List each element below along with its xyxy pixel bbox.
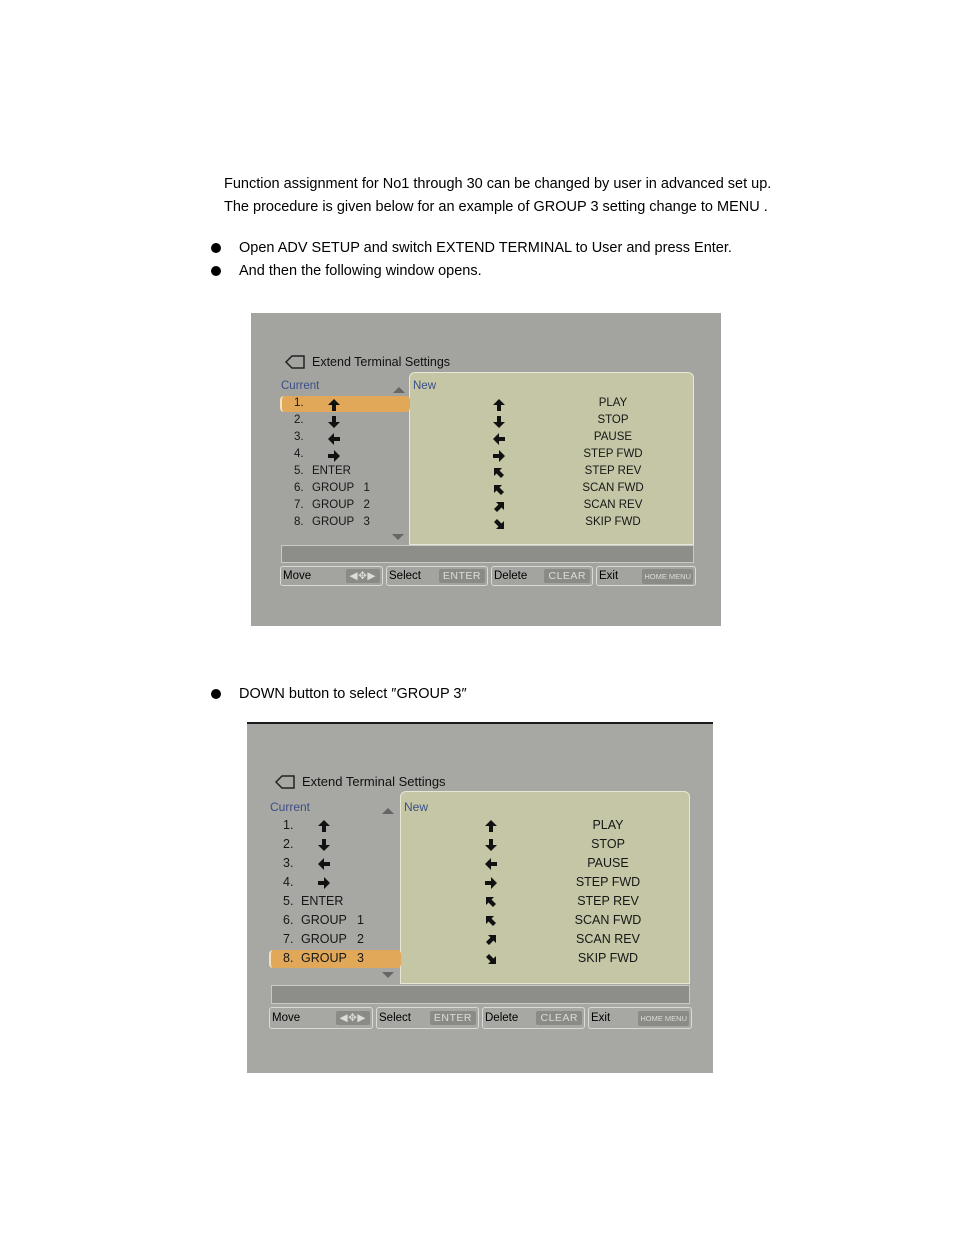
delete-label: Delete: [494, 570, 528, 582]
arrow-down-icon: [328, 416, 340, 431]
select-label: Select: [389, 570, 421, 582]
list-item[interactable]: [251, 414, 721, 431]
current-item-number: 1.: [294, 397, 304, 409]
delete-label: Delete: [485, 1012, 519, 1024]
new-item-label: PAUSE: [587, 856, 629, 870]
window-title-text: Extend Terminal Settings: [312, 355, 451, 369]
arrow-up-right-icon: [493, 501, 505, 516]
arrow-up-left-icon: [493, 467, 505, 482]
screenshot-group3-selected: [247, 722, 713, 1073]
new-column-label: New: [404, 800, 429, 814]
button-bar: [269, 1007, 692, 1029]
current-item-text: GROUP 1: [312, 482, 370, 494]
arrow-left-icon: [485, 858, 497, 873]
arrow-left-icon: [493, 433, 505, 448]
list-item[interactable]: [247, 951, 713, 970]
new-item-label: STEP REV: [577, 894, 639, 908]
exit-label: Exit: [599, 570, 619, 582]
home-menu-key: HOME MENU: [642, 569, 693, 584]
current-item-number: 6.: [283, 913, 294, 927]
arrow-left-icon: [318, 858, 330, 873]
arrow-down-icon: [485, 839, 497, 854]
enter-key: ENTER: [430, 1011, 476, 1025]
current-item-number: 2.: [294, 414, 304, 426]
new-item-label: STEP FWD: [583, 448, 643, 460]
current-item-number: 7.: [283, 932, 294, 946]
arrow-right-icon: [318, 877, 330, 892]
list-item[interactable]: [247, 856, 713, 875]
move-button[interactable]: [269, 1007, 373, 1029]
delete-button[interactable]: [482, 1007, 585, 1029]
current-item-text: GROUP 3: [312, 516, 370, 528]
current-item-number: 8.: [294, 516, 304, 528]
arrow-right-icon: [485, 877, 497, 892]
clear-key: CLEAR: [536, 1011, 582, 1025]
arrow-right-icon: [328, 450, 340, 465]
current-item-number: 5.: [294, 465, 304, 477]
list-item[interactable]: [247, 894, 713, 913]
move-button[interactable]: [280, 566, 383, 586]
screenshot-initial-window: [251, 313, 721, 626]
new-item-label: STOP: [597, 414, 629, 426]
list-item[interactable]: [251, 465, 721, 482]
current-item-number: 5.: [283, 894, 294, 908]
move-label: Move: [272, 1012, 301, 1024]
scroll-up-icon[interactable]: [381, 807, 395, 815]
select-button[interactable]: [376, 1007, 479, 1029]
arrow-up-right-icon: [485, 934, 497, 949]
list-item[interactable]: [251, 431, 721, 448]
settings-tag-icon: [274, 775, 296, 789]
bullet-text: DOWN button to select ″GROUP 3″: [239, 686, 467, 702]
current-item-number: 3.: [294, 431, 304, 443]
current-item-number: 7.: [294, 499, 304, 511]
arrow-up-icon: [318, 820, 330, 835]
current-item-number: 1.: [283, 818, 294, 832]
new-item-label: PLAY: [598, 397, 628, 409]
current-item-text: GROUP 2: [301, 932, 364, 946]
current-item-number: 4.: [283, 875, 294, 889]
bullet-dot-icon: [211, 243, 221, 253]
arrow-up-icon: [485, 820, 497, 835]
select-button[interactable]: [386, 566, 488, 586]
arrow-left-icon: [328, 433, 340, 448]
new-item-label: PLAY: [592, 818, 624, 832]
window-title: [284, 355, 450, 369]
enter-key: ENTER: [439, 569, 485, 583]
bullet-down-button: [211, 686, 467, 702]
current-item-number: 4.: [294, 448, 304, 460]
bullet-dot-icon: [211, 266, 221, 276]
move-label: Move: [283, 570, 312, 582]
move-arrows-icon: ◀✥▶: [346, 569, 380, 583]
new-item-label: SCAN REV: [583, 499, 643, 511]
arrow-up-left-icon: [485, 896, 497, 911]
list-item[interactable]: [247, 875, 713, 894]
arrow-right-icon: [493, 450, 505, 465]
screenshot-top-border: [247, 722, 713, 724]
arrow-up-left-icon: [493, 484, 505, 499]
list-item[interactable]: [247, 818, 713, 837]
home-menu-key: HOME MENU: [638, 1011, 689, 1026]
list-item[interactable]: [247, 932, 713, 951]
intro-line-2: The procedure is given below for an example of GROUP 3 setting change to MENU .: [224, 199, 768, 215]
current-item-number: 3.: [283, 856, 294, 870]
list-item[interactable]: [247, 913, 713, 932]
current-item-text: ENTER: [301, 894, 344, 908]
current-column-label: Current: [270, 800, 311, 814]
current-item-number: 8.: [283, 951, 294, 965]
current-item-text: GROUP 3: [301, 951, 364, 965]
exit-label: Exit: [591, 1012, 611, 1024]
new-item-label: SKIP FWD: [577, 951, 639, 965]
list-item[interactable]: [247, 837, 713, 856]
new-item-label: SCAN FWD: [582, 482, 644, 494]
button-bar: [280, 566, 696, 586]
bullet-open-adv-setup: [211, 240, 732, 256]
arrow-down-icon: [318, 839, 330, 854]
list-item[interactable]: [251, 499, 721, 516]
window-title: [274, 774, 446, 789]
current-item-text: ENTER: [312, 465, 351, 477]
list-item[interactable]: [251, 448, 721, 465]
arrow-down-right-icon: [485, 953, 497, 968]
current-item-text: GROUP 2: [312, 499, 370, 511]
arrow-down-icon: [493, 416, 505, 431]
scroll-down-icon[interactable]: [391, 533, 405, 541]
new-column-label: New: [413, 380, 437, 392]
arrow-up-icon: [493, 399, 505, 414]
list-item[interactable]: [251, 397, 721, 414]
select-label: Select: [379, 1012, 411, 1024]
intro-paragraph: [224, 173, 771, 219]
current-item-text: GROUP 1: [301, 913, 364, 927]
bullet-dot-icon: [211, 689, 221, 699]
bullet-text: Open ADV SETUP and switch EXTEND TERMINAL to User and press Enter.: [239, 240, 732, 256]
new-item-label: PAUSE: [593, 431, 633, 443]
exit-button[interactable]: [588, 1007, 692, 1029]
status-bar: [281, 545, 694, 563]
list-item[interactable]: [251, 482, 721, 499]
new-item-label: SCAN REV: [576, 932, 640, 946]
list-item[interactable]: [251, 516, 721, 533]
move-arrows-icon: ◀✥▶: [336, 1011, 370, 1025]
current-item-number: 6.: [294, 482, 304, 494]
arrow-up-left-icon: [485, 915, 497, 930]
new-item-label: STEP REV: [584, 465, 642, 477]
arrow-up-icon: [328, 399, 340, 414]
window-title-text: Extend Terminal Settings: [302, 774, 446, 789]
new-item-label: STOP: [591, 837, 625, 851]
new-item-label: STEP FWD: [575, 875, 641, 889]
scroll-up-icon[interactable]: [392, 386, 406, 394]
bullet-window-opens: [211, 263, 482, 279]
scroll-down-icon[interactable]: [381, 971, 395, 979]
intro-line-1: Function assignment for No1 through 30 can be changed by user in advanced set up.: [224, 176, 772, 192]
current-column-label: Current: [281, 380, 320, 392]
delete-button[interactable]: [491, 566, 593, 586]
settings-tag-icon: [284, 355, 306, 369]
exit-button[interactable]: [596, 566, 696, 586]
new-item-label: SCAN FWD: [574, 913, 642, 927]
bullet-text: And then the following window opens.: [239, 263, 482, 279]
current-item-number: 2.: [283, 837, 294, 851]
new-item-label: SKIP FWD: [585, 516, 641, 528]
arrow-down-right-icon: [493, 518, 505, 533]
clear-key: CLEAR: [544, 569, 590, 583]
status-bar: [271, 985, 690, 1004]
